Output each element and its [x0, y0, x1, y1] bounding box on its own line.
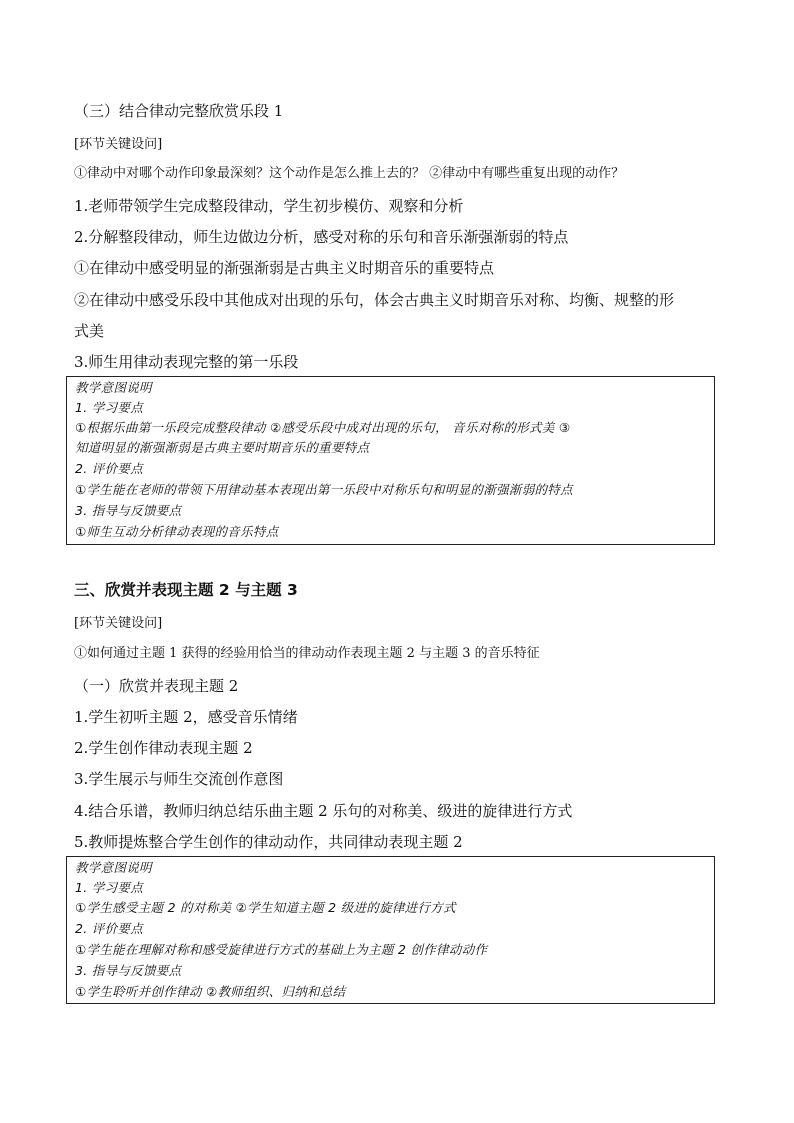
key-question-label: [环节关键设问]: [74, 137, 163, 152]
box-row: ①学生能在老师的带领下用律动基本表现出第一乐段中对称乐句和明显的渐强渐弱的特点: [75, 482, 573, 497]
step-item: 1.学生初听主题 2，感受音乐情绪: [74, 708, 298, 726]
step-item: 4.结合乐谱，教师归纳总结乐曲主题 2 乐句的对称美、级进的旋律进行方式: [74, 802, 573, 820]
subsection-title: （一）欣赏并表现主题 2: [74, 677, 239, 695]
teaching-intent-box: [66, 376, 715, 545]
step-item: ②在律动中感受乐段中其他成对出现的乐句，体会古典主义时期音乐对称、均衡、规整的形: [74, 291, 675, 309]
box-row: 1. 学习要点: [75, 400, 143, 415]
step-item: 1.老师带领学生完成整段律动，学生初步模仿、观察和分析: [74, 197, 464, 215]
subsection-title: （三）结合律动完整欣赏乐段 1: [74, 102, 284, 120]
box-row: 知道明显的渐强渐弱是古典主要时期音乐的重要特点: [75, 440, 370, 455]
box-row: ①学生能在理解对称和感受旋律进行方式的基础上为主题 2 创作律动动作: [75, 942, 488, 957]
box-row: 教学意图说明: [75, 860, 152, 875]
box-row: 2. 评价要点: [75, 461, 143, 476]
step-item: 3.师生用律动表现完整的第一乐段: [74, 353, 299, 371]
step-item: 5.教师提炼整合学生创作的律动动作，共同律动表现主题 2: [74, 833, 463, 851]
step-item: ①在律动中感受明显的渐强渐弱是古典主义时期音乐的重要特点: [74, 259, 495, 277]
teaching-intent-box: [66, 856, 715, 1004]
box-row: ①学生感受主题 2 的对称美 ②学生知道主题 2 级进的旋律进行方式: [75, 900, 456, 915]
section-title: 三、欣赏并表现主题 2 与主题 3: [74, 581, 298, 599]
box-row: ①学生聆听并创作律动 ②教师组织、归纳和总结: [75, 984, 346, 999]
step-item: 2.学生创作律动表现主题 2: [74, 739, 253, 757]
box-row: 3. 指导与反馈要点: [75, 503, 182, 518]
box-row: ①根据乐曲第一乐段完成整段律动 ②感受乐段中成对出现的乐句， 音乐对称的形式美 ③: [75, 420, 571, 435]
box-row: 教学意图说明: [75, 380, 152, 395]
key-question: ①律动中对哪个动作印象最深刻？这个动作是怎么推上去的？ ②律动中有哪些重复出现的动作？: [74, 166, 625, 181]
step-item: 3.学生展示与师生交流创作意图: [74, 770, 284, 788]
step-item: 式美: [74, 322, 105, 340]
box-row: 3. 指导与反馈要点: [75, 963, 182, 978]
box-row: 2. 评价要点: [75, 921, 143, 936]
step-item: 2.分解整段律动，师生边做边分析，感受对称的乐句和音乐渐强渐弱的特点: [74, 228, 569, 246]
box-row: ①师生互动分析律动表现的音乐特点: [75, 524, 279, 539]
box-row: 1. 学习要点: [75, 880, 143, 895]
key-question: ①如何通过主题 1 获得的经验用恰当的律动动作表现主题 2 与主题 3 的音乐特征: [74, 646, 540, 661]
key-question-label: [环节关键设问]: [74, 616, 163, 631]
